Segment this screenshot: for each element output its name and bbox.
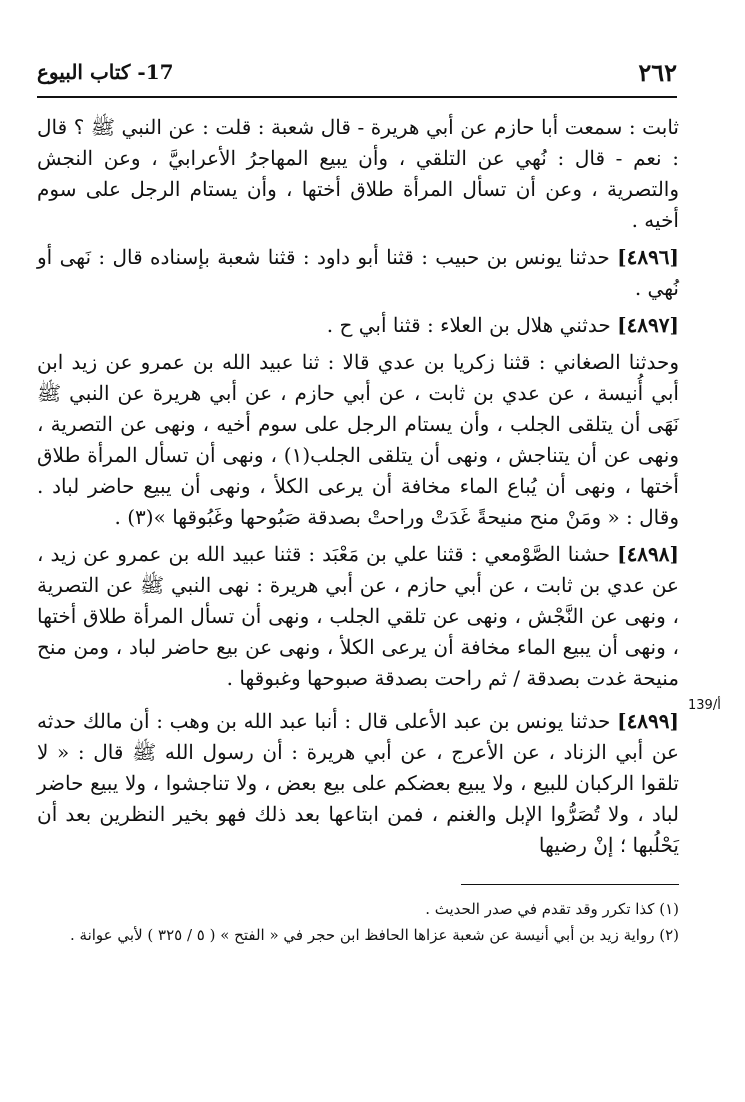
hadith-4898 [37,539,679,694]
main-text [37,112,679,867]
footnote-1: (١) كذا تكرر وقد تقدم في صدر الحديث . [425,900,679,918]
hadith-number: [٤٨٩٨] [617,542,679,566]
hadith-4899 [37,706,679,861]
footnotes [37,896,679,948]
hadith-number: [٤٨٩٦] [617,245,680,269]
footnote-divider [461,884,679,885]
header-divider [37,96,677,98]
paragraph-text: حدثنا يونس بن حبيب : قثنا أبو داود : قثنا شعبة بإسناده قال : نَهى أو نُهي . [37,245,679,300]
manuscript-folio-marker: 139/أ [688,698,721,713]
paragraph-text: ثابت : سمعت أبا حازم عن أبي هريرة - قال شعبة : قلت : عن النبي ﷺ ؟ قال : نعم - قال : نُهي عن التلقي ، وأن يبيع المهاجرُ الأعرابيَّ ، وعن النجش والتصرية ، وعن أن تسأل المرأة طلاق أختها ، وأن يستام الرجل على سوم أخيه . [37,115,679,232]
hadith-4896 [37,242,679,304]
paragraph-text: وحدثنا الصغاني : قثنا زكريا بن عدي قالا : ثنا عبيد الله بن عمرو عن زيد ابن أبي أُنيسة ، عن عدي بن ثابت ، عن أبي حازم ، عن أبي هريرة عن النبي ﷺ نَهَى أن يتلقى الجلب ، وأن يستام الرجل على سوم أخيه ، ونهى عن التصرية ، ونهى عن أن يتناجش ، ونهى أن يتلقى الجلب(١) ، ونهى أن تسأل المرأة طلاق أختها ، ونهى أن يُباع الماء مخافة أن يرعى الكلأ ، ونهى أن يبيع حاضر لباد . وقال : « ومَنْ منح منيحةً غَدَتْ وراحتْ بصدقة صَبُوحها وغَبُوقها »(٣) . [37,350,679,529]
chapter-title: 17- كتاب البيوع [37,60,174,84]
paragraph-continuation [37,112,679,236]
paragraph-text: حدثني هلال بن العلاء : قثنا أبي ح . [326,313,611,337]
paragraph-text: حشنا الصَّوْمعي : قثنا علي بن مَعْبَد : قثنا عبيد الله بن عمرو عن زيد ، عن عدي بن ثابت ، عن أبي حازم ، عن أبي هريرة : نهى النبي ﷺ عن التصرية ، ونهى عن النَّجْش ، ونهى عن تلقي الجلب ، ونهى أن تسأل المرأة طلاق أختها ، ونهى أن يبيع الماء مخافة أن يرعى الكلأ ، ونهى عن بيع حاضر لباد ، ومن منح منيحة غدت بصدقة / ثم راحت بصدقة صبوحها وغبوقها . [37,542,680,690]
hadith-number: [٤٨٩٧] [617,313,679,337]
page-header [37,56,677,90]
footnote-2: (٢) رواية زيد بن أبي أنيسة عن شعبة عزاها الحافظ ابن حجر في « الفتح » ( ٥ / ٣٢٥ ) لأبي عوانة . [70,926,679,944]
page-number: ٢٦٢ [638,58,677,87]
hadith-number: [٤٨٩٩] [617,709,679,733]
paragraph-text: حدثنا يونس بن عبد الأعلى قال : أنبا عبد الله بن وهب : أن مالك حدثه عن أبي الزناد ، عن الأعرج ، عن أبي هريرة : أن رسول الله ﷺ قال : « لا تلقوا الركبان للبيع ، ولا يبيع بعضكم على بيع بعض ، ولا تناجشوا ، ولا يبيع حاضر لباد ، ولا تُصَرُّوا الإبل والغنم ، فمن ابتاعها بعد ذلك فهو بخير النظرين بعد أن يَحْلُبها ؛ إنْ رضيها [37,709,679,857]
hadith-4897-chain [37,347,679,533]
hadith-4897 [37,310,679,341]
